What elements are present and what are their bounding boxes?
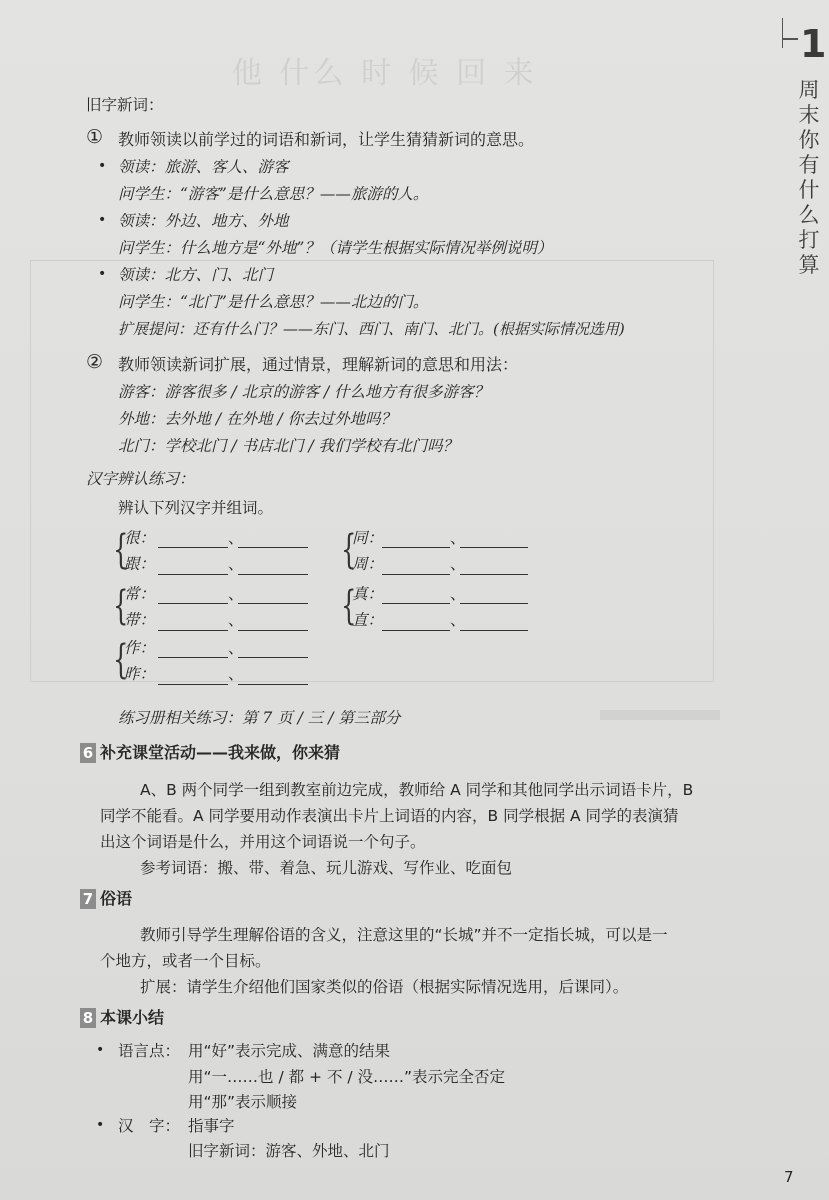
section7-para-line1: 教师引导学生理解俗语的含义，注意这里的“长城”并不一定指长城，可以是一 — [140, 926, 668, 944]
answer-blank[interactable] — [238, 684, 308, 685]
char-zuo2: 昨： — [124, 665, 156, 683]
bleed-through-title: 他 什么 时 候 回 来 — [232, 56, 538, 91]
language-point-2: 用“一……也 / 都 + 不 / 没……”表示完全否定 — [188, 1068, 506, 1086]
group2-lead: 领读：外边、地方、外地 — [118, 212, 289, 230]
char-dai: 带： — [124, 611, 156, 629]
characters-point-2: 旧字新词：游客、外地、北门 — [188, 1142, 390, 1160]
unit-title: 周末你有什么打算 — [798, 78, 820, 277]
group2-question: 问学生：什么地方是“外地”？（请学生根据实际情况举例说明） — [118, 239, 553, 257]
brace: { — [113, 583, 129, 629]
answer-blank[interactable] — [238, 574, 308, 575]
group3-lead: 领读：北方、门、北门 — [118, 266, 274, 284]
separator: 、 — [450, 529, 466, 547]
workbook-reference: 练习册相关练习：第 7 页 / 三 / 第三部分 — [118, 709, 401, 727]
separator: 、 — [450, 555, 466, 573]
answer-blank[interactable] — [460, 603, 528, 604]
characters-label: 汉 字： — [118, 1117, 181, 1135]
brace: { — [113, 527, 129, 573]
unit-number: 1 — [800, 22, 827, 66]
section-number-badge: 6 — [80, 743, 96, 763]
item1-text: 教师领读以前学过的词语和新词，让学生猜猜新词的意思。 — [118, 130, 535, 149]
char-zhen: 真： — [352, 585, 384, 603]
section7-para-line2: 个地方，或者一个目标。 — [100, 952, 271, 970]
group3-question: 问学生：“北门”是什么意思？——北边的门。 — [118, 293, 429, 311]
answer-blank[interactable] — [158, 574, 228, 575]
bullet-dot: • — [98, 212, 107, 228]
item2-line-outside: 外地：去外地 / 在外地 / 你去过外地吗？ — [118, 410, 397, 428]
bullet-dot: • — [96, 1042, 105, 1058]
section6-title: 补充课堂活动——我来做，你来猜 — [100, 743, 341, 762]
separator: 、 — [450, 585, 466, 603]
answer-blank[interactable] — [460, 574, 528, 575]
brace: { — [341, 583, 357, 629]
section-number-badge: 7 — [80, 889, 96, 909]
unit-dash — [782, 38, 798, 40]
review-heading: 旧字新词： — [86, 96, 164, 114]
char-tong: 同： — [352, 529, 384, 547]
bleed-through-bar — [600, 710, 720, 720]
hanzi-instruction: 辨认下列汉字并组词。 — [118, 499, 274, 517]
hanzi-heading: 汉字辨认练习： — [86, 470, 195, 488]
char-zhou: 周： — [352, 555, 384, 573]
answer-blank[interactable] — [158, 547, 228, 548]
answer-blank[interactable] — [460, 630, 528, 631]
answer-blank[interactable] — [158, 630, 228, 631]
section8-title: 本课小结 — [100, 1008, 165, 1027]
answer-blank[interactable] — [238, 657, 308, 658]
answer-blank[interactable] — [158, 684, 228, 685]
section6-reference-words: 参考词语：搬、带、着急、玩儿游戏、写作业、吃面包 — [140, 859, 513, 877]
answer-blank[interactable] — [382, 630, 450, 631]
brace: { — [113, 637, 129, 683]
answer-blank[interactable] — [382, 547, 450, 548]
brace: { — [341, 527, 357, 573]
characters-point-1: 指事字 — [188, 1117, 235, 1135]
item2-line-northgate: 北门：学校北门 / 书店北门 / 我们学校有北门吗？ — [118, 437, 459, 455]
separator: 、 — [450, 611, 466, 629]
side-rule — [782, 18, 783, 48]
answer-blank[interactable] — [382, 603, 450, 604]
separator: 、 — [228, 555, 244, 573]
char-zuo: 作： — [124, 639, 156, 657]
answer-blank[interactable] — [238, 603, 308, 604]
separator: 、 — [228, 585, 244, 603]
item1-number: ① — [86, 126, 104, 148]
char-zhi: 直： — [352, 611, 384, 629]
bullet-dot: • — [98, 158, 107, 174]
section6-para-line1: A、B 两个同学一组到教室前边完成，教师给 A 同学和其他同学出示词语卡片，B — [140, 781, 694, 799]
section-number-badge: 8 — [80, 1008, 96, 1028]
answer-blank[interactable] — [382, 574, 450, 575]
answer-blank[interactable] — [238, 547, 308, 548]
group3-extension: 扩展提问：还有什么门？——东门、西门、南门、北门。(根据实际情况选用) — [118, 320, 625, 338]
item2-number: ② — [86, 351, 104, 373]
language-point-3: 用“那”表示顺接 — [188, 1093, 298, 1111]
section7-title: 俗语 — [100, 889, 133, 908]
bullet-dot: • — [98, 266, 107, 282]
separator: 、 — [228, 665, 244, 683]
language-point-1: 用“好”表示完成、满意的结果 — [188, 1042, 391, 1060]
language-points-label: 语言点： — [118, 1042, 181, 1060]
section6-para-line2: 同学不能看。A 同学要用动作表演出卡片上词语的内容，B 同学根据 A 同学的表演猜 — [100, 807, 679, 825]
separator: 、 — [228, 611, 244, 629]
answer-blank[interactable] — [158, 657, 228, 658]
char-chang: 常： — [124, 585, 156, 603]
separator: 、 — [228, 529, 244, 547]
item2-line-tourist: 游客：游客很多 / 北京的游客 / 什么地方有很多游客？ — [118, 383, 490, 401]
char-gen: 跟： — [124, 555, 156, 573]
bullet-dot: • — [96, 1117, 105, 1133]
section6-para-line3: 出这个词语是什么，并用这个词语说一个句子。 — [100, 833, 426, 851]
item2-text: 教师领读新词扩展，通过情景，理解新词的意思和用法： — [118, 355, 519, 374]
group1-lead: 领读：旅游、客人、游客 — [118, 158, 289, 176]
answer-blank[interactable] — [238, 630, 308, 631]
page-number: 7 — [784, 1168, 794, 1186]
separator: 、 — [228, 639, 244, 657]
answer-blank[interactable] — [158, 603, 228, 604]
group1-question: 问学生：“游客”是什么意思？——旅游的人。 — [118, 185, 429, 203]
section7-extension: 扩展：请学生介绍他们国家类似的俗语（根据实际情况选用，后课同）。 — [140, 978, 629, 996]
char-hen: 很： — [124, 529, 156, 547]
answer-blank[interactable] — [460, 547, 528, 548]
